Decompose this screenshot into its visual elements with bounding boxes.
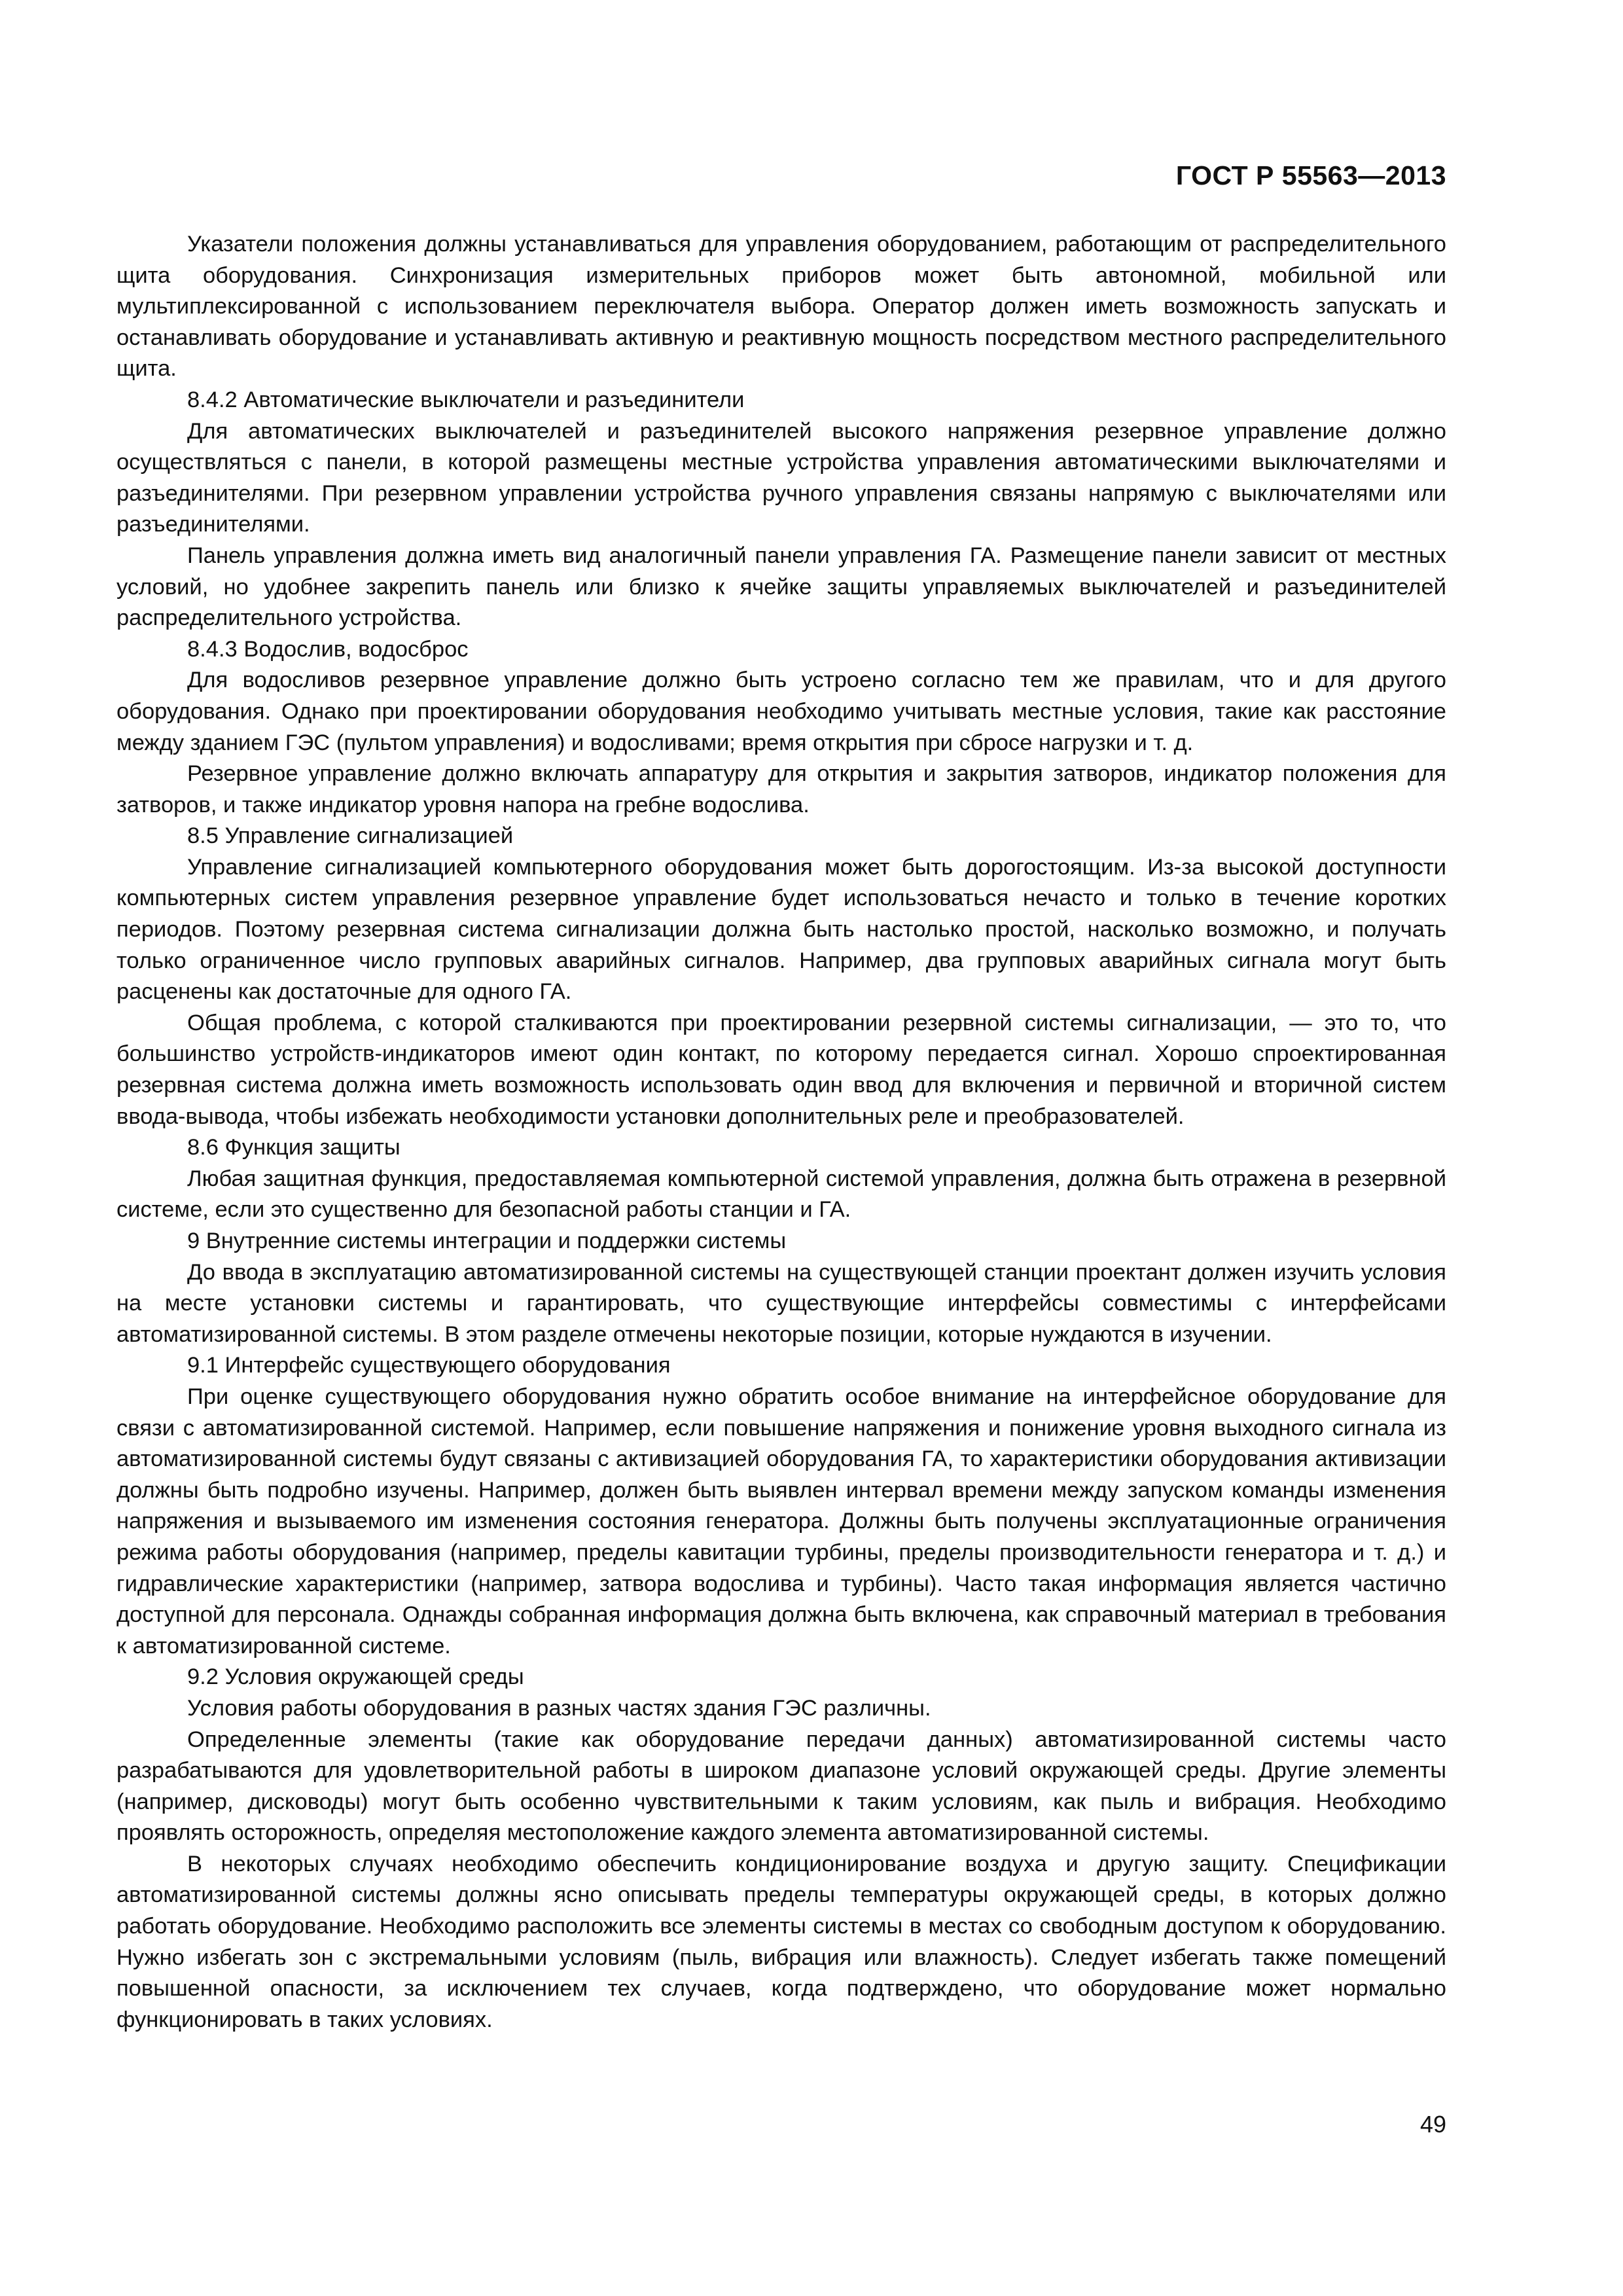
paragraph: Панель управления должна иметь вид аналогичный панели управления ГА. Размещение панели зависит от местных условий, но удобнее закрепить панель или близко к ячейке защиты управляемых выключателей и разъединителей распределительного устройства. (116, 543, 1446, 631)
paragraph: Определенные элементы (такие как оборудование передачи данных) автоматизированной системы часто разрабатываются для удовлетворительной работы в широком диапазоне условий окружающей среды. Другие элементы (например, дисководы) могут быть особенно чувствительными к таким условиям, как пыль и вибрация. Необходимо проявлять осторожность, определяя местоположение каждого элемента автоматизированной системы. (116, 1727, 1446, 1846)
section-heading: 8.4.2 Автоматические выключатели и разъединители (187, 387, 745, 412)
section-heading: 9 Внутренние системы интеграции и поддержки системы (187, 1229, 787, 1253)
section-heading: 8.6 Функция защиты (187, 1135, 401, 1160)
paragraph: Любая защитная функция, предоставляемая компьютерной системой управления, должна быть отражена в резервной системе, если это существенно для безопасной работы станции и ГА. (116, 1166, 1446, 1223)
section-heading: 8.4.3 Водослив, водосброс (187, 636, 469, 662)
paragraph: Резервное управление должно включать аппаратуру для открытия и закрытия затворов, индикатор положения для затворов, и также индикатор уровня напора на гребне водослива. (116, 761, 1446, 817)
document-body (116, 229, 1446, 2036)
paragraph: В некоторых случаях необходимо обеспечить кондиционирование воздуха и другую защиту. Спецификации автоматизированной системы должны ясно описывать пределы температуры окружающей среды, в которых должно работать оборудование. Необходимо расположить все элементы системы в местах со свободным доступом к оборудованию. Нужно избегать зон с экстремальными условиям (пыль, вибрация или влажность). Следует избегать также помещений повышенной опасности, за исключением тех случаев, когда подтверждено, что оборудование может нормально функционировать в таких условиях. (116, 1851, 1446, 2032)
paragraph: Для водосливов резервное управление должно быть устроено согласно тем же правилам, что и для другого оборудования. Однако при проектировании оборудования необходимо учитывать местные условия, такие как расстояние между зданием ГЭС (пультом управления) и водосливами; время открытия при сбросе нагрузки и т. д. (116, 668, 1446, 755)
paragraph: Управление сигнализацией компьютерного оборудования может быть дорогостоящим. Из-за высокой доступности компьютерных систем управления резервное управление будет использоваться нечасто и только в течение коротких периодов. Поэтому резервная система сигнализации должна быть настолько простой, насколько возможно, и получать только ограниченное число групповых аварийных сигналов. Например, два групповых аварийных сигнала могут быть расценены как достаточные для одного ГА. (116, 854, 1446, 1005)
section-heading: 8.5 Управление сигнализацией (187, 823, 514, 849)
section-heading: 9.2 Условия окружающей среды (187, 1664, 524, 1690)
page-number: 49 (1419, 2111, 1446, 2138)
paragraph: При оценке существующего оборудования нужно обратить особое внимание на интерфейсное оборудование для связи с автоматизированной системой. Например, если повышение напряжения и понижение уровня выходного сигнала из автоматизированной системы будут связаны с активизацией оборудования ГА, то характеристики оборудования активизации должны быть подробно изучены. Например, должен быть выявлен интервал времени между запуском команды изменения напряжения и вызываемого им изменения состояния генератора. Должны быть получены эксплуатационные ограничения режима работы оборудования (например, пределы кавитации турбины, пределы производительности генератора и т. д.) и гидравлические характеристики (например, затвора водослива и турбины). Часто такая информация является частично доступной для персонала. Однажды собранная информация должна быть включена, как справочный материал в требования к автоматизированной системе. (116, 1384, 1446, 1659)
section-heading: 9.1 Интерфейс существующего оборудования (187, 1353, 671, 1378)
paragraph: Указатели положения должны устанавливаться для управления оборудованием, работающим от распределительного щита оборудования. Синхронизация измерительных приборов может быть автономной, мобильной или мультиплексированной с использованием переключателя выбора. Оператор должен иметь возможность запускать и останавливать оборудование и устанавливать активную и реактивную мощность посредством местного распределительного щита. (116, 232, 1446, 382)
paragraph: Условия работы оборудования в разных частях здания ГЭС различны. (187, 1695, 931, 1721)
paragraph: До ввода в эксплуатацию автоматизированной системы на существующей станции проектант должен изучить условия на месте установки системы и гарантировать, что существующие интерфейсы совместимы с интерфейсами автоматизированной системы. В этом разделе отмечены некоторые позиции, которые нуждаются в изучении. (116, 1259, 1446, 1347)
document-header: ГОСТ Р 55563—2013 (1175, 160, 1446, 190)
paragraph: Для автоматических выключателей и разъединителей высокого напряжения резервное управление должно осуществляться с панели, в которой размещены местные устройства управления автоматическими выключателями и разъединителями. При резервном управлении устройства ручного управления связаны напрямую с выключателями или разъединителями. (116, 418, 1446, 537)
paragraph: Общая проблема, с которой сталкиваются при проектировании резервной системы сигнализации, — это то, что большинство устройств-индикаторов имеют один контакт, по которому передается сигнал. Хорошо спроектированная резервная система должна иметь возможность использовать один ввод для включения и первичной и вторичной систем ввода-вывода, чтобы избежать необходимости установки дополнительных реле и преобразователей. (116, 1010, 1446, 1129)
